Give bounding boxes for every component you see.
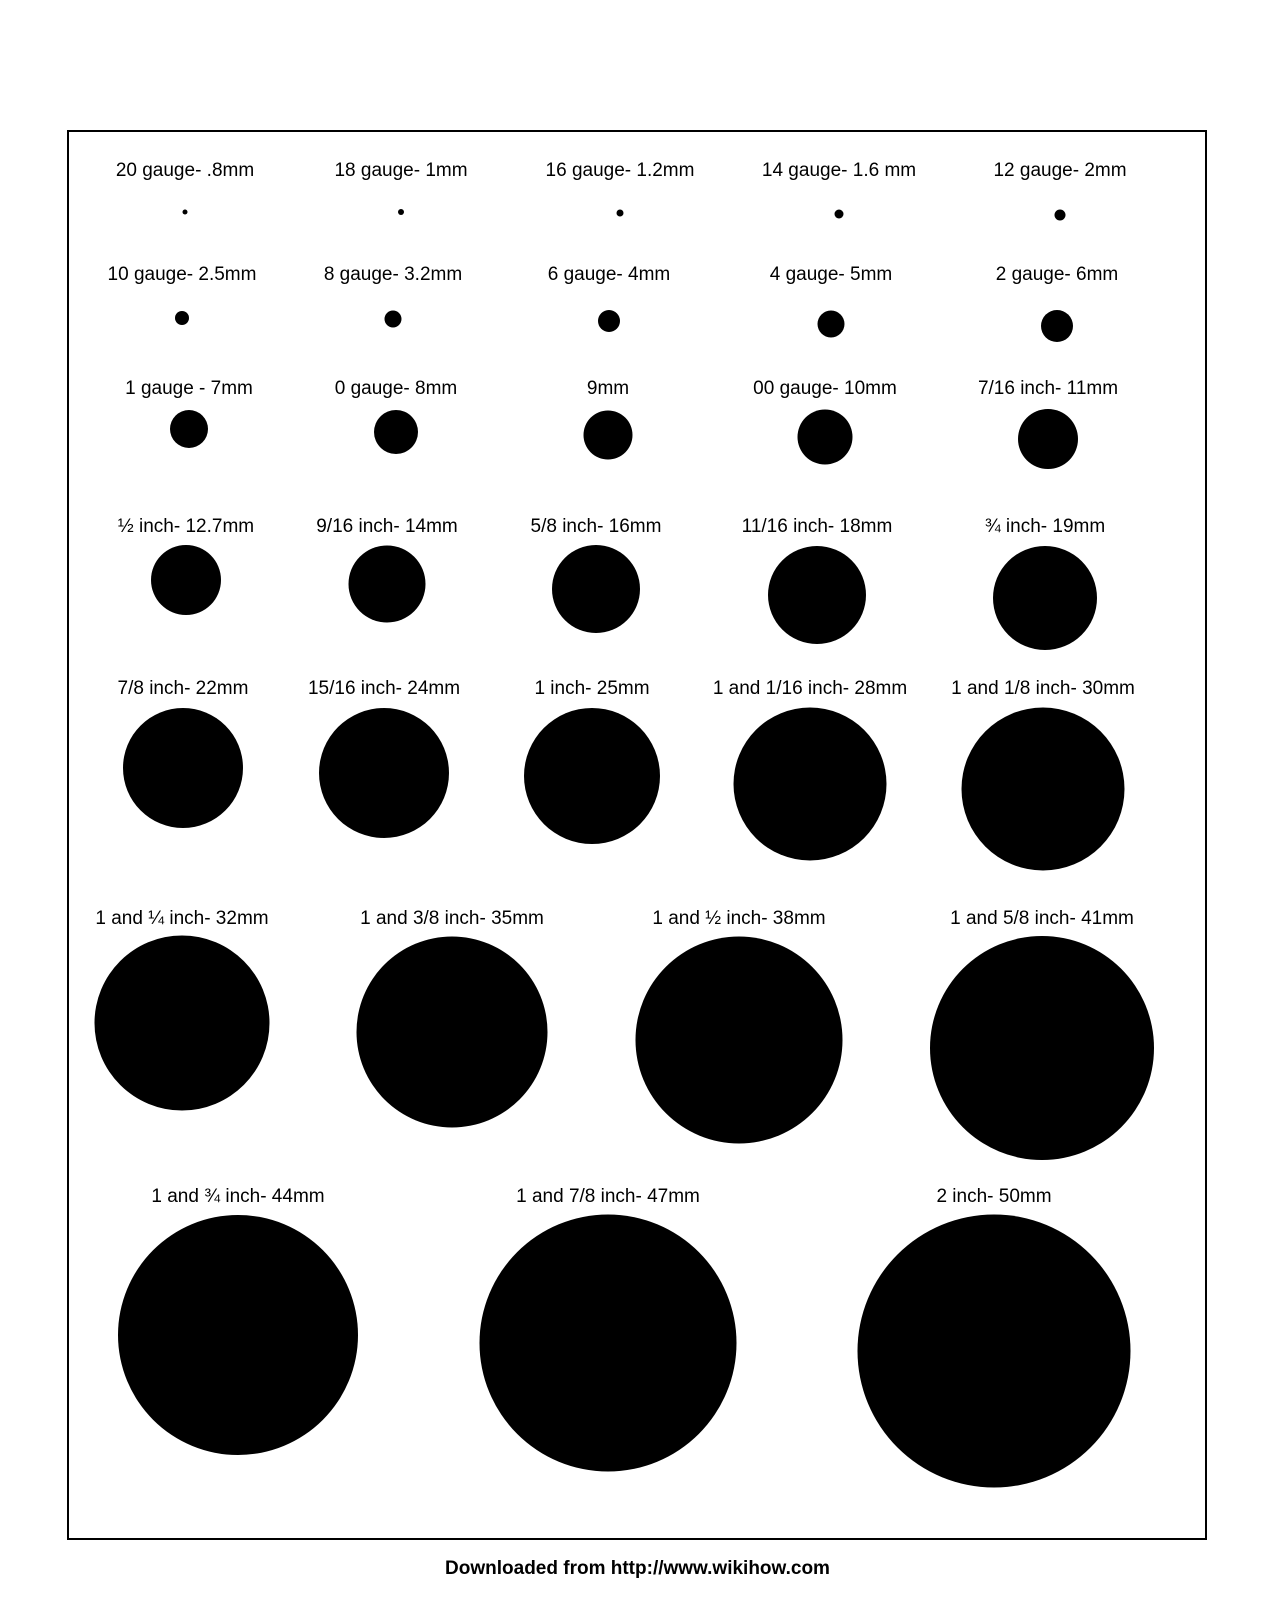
size-label: 8 gauge- 3.2mm bbox=[323, 264, 463, 285]
size-circle bbox=[734, 708, 887, 861]
size-circle bbox=[357, 937, 548, 1128]
size-circle bbox=[319, 708, 449, 838]
size-circle bbox=[175, 311, 189, 325]
size-circle bbox=[398, 209, 404, 215]
size-label: 0 gauge- 8mm bbox=[334, 378, 458, 399]
size-circle bbox=[962, 708, 1125, 871]
size-label: 4 gauge- 5mm bbox=[769, 264, 893, 285]
size-label: 14 gauge- 1.6 mm bbox=[761, 160, 917, 181]
size-label: 1 and ¾ inch- 44mm bbox=[151, 1186, 325, 1207]
size-label: 7/8 inch- 22mm bbox=[117, 678, 249, 699]
size-label: 9mm bbox=[586, 378, 630, 399]
size-circle bbox=[598, 310, 620, 332]
size-label: 1 and 5/8 inch- 41mm bbox=[950, 908, 1134, 929]
size-circle bbox=[183, 210, 188, 215]
size-label: 10 gauge- 2.5mm bbox=[107, 264, 257, 285]
size-label: 1 and 7/8 inch- 47mm bbox=[516, 1186, 700, 1207]
size-label: ½ inch- 12.7mm bbox=[117, 516, 255, 537]
size-label: 5/8 inch- 16mm bbox=[530, 516, 662, 537]
size-circle bbox=[858, 1215, 1131, 1488]
size-circle bbox=[636, 937, 843, 1144]
size-label: 20 gauge- .8mm bbox=[115, 160, 255, 181]
size-circle bbox=[552, 545, 640, 633]
size-label: 1 and 1/16 inch- 28mm bbox=[712, 678, 908, 699]
size-label: 9/16 inch- 14mm bbox=[316, 516, 458, 537]
size-label: 12 gauge- 2mm bbox=[993, 160, 1127, 181]
size-circle bbox=[1018, 409, 1078, 469]
size-circle bbox=[480, 1215, 737, 1472]
size-label: 00 gauge- 10mm bbox=[753, 378, 897, 399]
size-circle bbox=[930, 936, 1154, 1160]
size-circle bbox=[95, 936, 270, 1111]
size-label: 16 gauge- 1.2mm bbox=[545, 160, 695, 181]
size-circle bbox=[118, 1215, 358, 1455]
size-circle bbox=[374, 410, 418, 454]
size-circle bbox=[818, 311, 845, 338]
size-label: 1 and 1/8 inch- 30mm bbox=[951, 678, 1135, 699]
size-label: 1 and 3/8 inch- 35mm bbox=[360, 908, 544, 929]
size-label: 1 inch- 25mm bbox=[534, 678, 650, 699]
size-circle bbox=[123, 708, 243, 828]
size-circle bbox=[835, 210, 844, 219]
size-label: 2 inch- 50mm bbox=[936, 1186, 1052, 1207]
size-label: 1 and ¼ inch- 32mm bbox=[95, 908, 269, 929]
size-circle bbox=[385, 311, 402, 328]
size-label: ¾ inch- 19mm bbox=[984, 516, 1106, 537]
size-circle bbox=[151, 545, 221, 615]
size-label: 1 gauge - 7mm bbox=[125, 378, 253, 399]
size-circle bbox=[1055, 210, 1066, 221]
size-circle bbox=[798, 410, 853, 465]
size-circle bbox=[617, 210, 624, 217]
download-source-footer: Downloaded from http://www.wikihow.com bbox=[445, 1558, 830, 1579]
size-circle bbox=[170, 410, 208, 448]
size-label: 1 and ½ inch- 38mm bbox=[652, 908, 826, 929]
size-label: 6 gauge- 4mm bbox=[547, 264, 671, 285]
size-circle bbox=[1041, 310, 1073, 342]
size-label: 15/16 inch- 24mm bbox=[307, 678, 461, 699]
size-circle bbox=[584, 411, 633, 460]
size-label: 7/16 inch- 11mm bbox=[977, 378, 1119, 399]
size-label: 11/16 inch- 18mm bbox=[741, 516, 893, 537]
size-circle bbox=[993, 546, 1097, 650]
size-label: 2 gauge- 6mm bbox=[995, 264, 1119, 285]
size-circle bbox=[349, 546, 426, 623]
size-label: 18 gauge- 1mm bbox=[334, 160, 468, 181]
size-circle bbox=[768, 546, 866, 644]
size-circle bbox=[524, 708, 660, 844]
